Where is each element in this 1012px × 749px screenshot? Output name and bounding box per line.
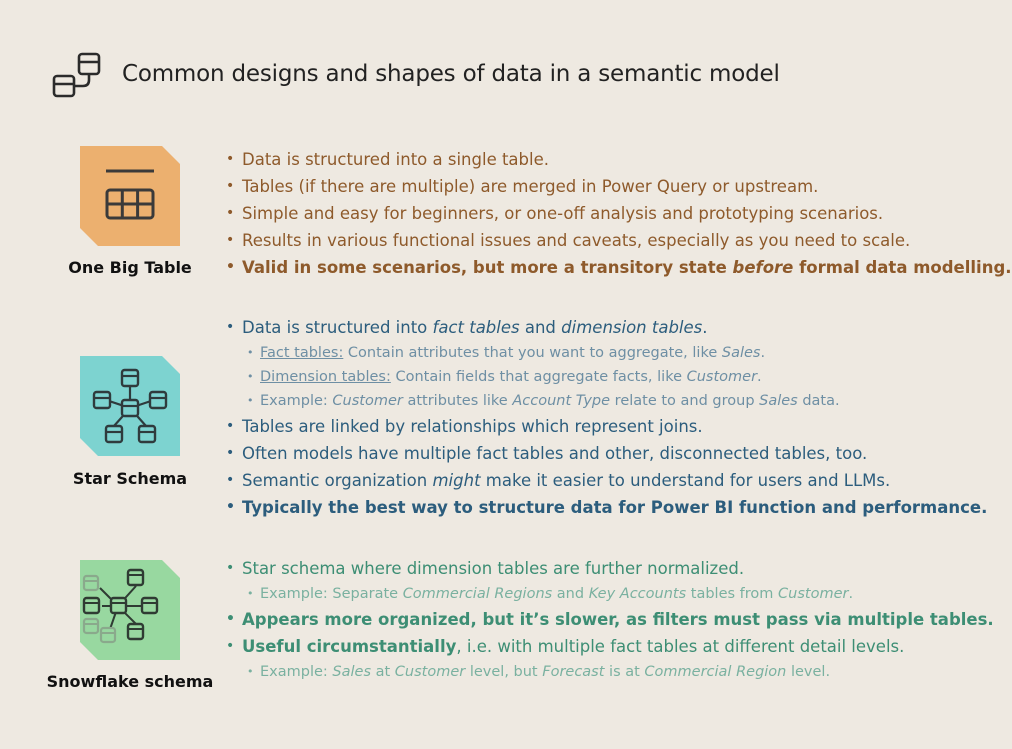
- star-schema-bullets: [226, 314, 987, 521]
- list-item: • Results in various functional issues and caveats, especially as you need to scale.: [226, 227, 1012, 254]
- list-item: • Star schema where dimension tables are further normalized.: [226, 555, 994, 582]
- list-item: • Example: Customer attributes like Account Type relate to and group Sales data.: [247, 389, 987, 413]
- list-item: • Typically the best way to structure data for Power BI function and performance.: [226, 494, 987, 521]
- list-item: • Dimension tables: Contain fields that aggregate facts, like Customer.: [247, 365, 987, 389]
- page-title: Common designs and shapes of data in a semantic model: [122, 61, 780, 87]
- list-item: • Data is structured into fact tables and dimension tables.: [226, 314, 987, 341]
- list-item: • Tables (if there are multiple) are merged in Power Query or upstream.: [226, 173, 1012, 200]
- one-big-table-label: One Big Table: [68, 258, 192, 277]
- header: [52, 52, 102, 98]
- snowflake-schema-label: Snowflake schema: [46, 672, 214, 691]
- snowflake-schema-icon: [80, 560, 180, 660]
- list-item: • Simple and easy for beginners, or one-off analysis and prototyping scenarios.: [226, 200, 1012, 227]
- snowflake-schema-bullets: [226, 555, 994, 684]
- list-item: • Example: Sales at Customer level, but Forecast is at Commercial Region level.: [247, 660, 994, 684]
- list-item: • Valid in some scenarios, but more a transitory state before formal data modelling.: [226, 254, 1012, 281]
- list-item: • Data is structured into a single table.: [226, 146, 1012, 173]
- snowflake-schema-icon-box: [80, 560, 180, 660]
- list-item: • Fact tables: Contain attributes that you want to aggregate, like Sales.: [247, 341, 987, 365]
- schema-tables-icon: [52, 52, 102, 98]
- star-schema-label: Star Schema: [72, 469, 188, 488]
- one-big-table-icon-box: [80, 146, 180, 246]
- list-item: • Semantic organization might make it easier to understand for users and LLMs.: [226, 467, 987, 494]
- star-schema-icon-box: [80, 356, 180, 456]
- star-schema-icon: [80, 356, 180, 456]
- list-item: • Tables are linked by relationships which represent joins.: [226, 413, 987, 440]
- list-item: • Useful circumstantially, i.e. with multiple fact tables at different detail levels.: [226, 633, 994, 660]
- one-big-table-bullets: [226, 146, 1012, 281]
- list-item: • Example: Separate Commercial Regions and Key Accounts tables from Customer.: [247, 582, 994, 606]
- list-item: • Often models have multiple fact tables and other, disconnected tables, too.: [226, 440, 987, 467]
- table-icon: [80, 146, 180, 246]
- list-item: • Appears more organized, but it’s slower, as filters must pass via multiple tables.: [226, 606, 994, 633]
